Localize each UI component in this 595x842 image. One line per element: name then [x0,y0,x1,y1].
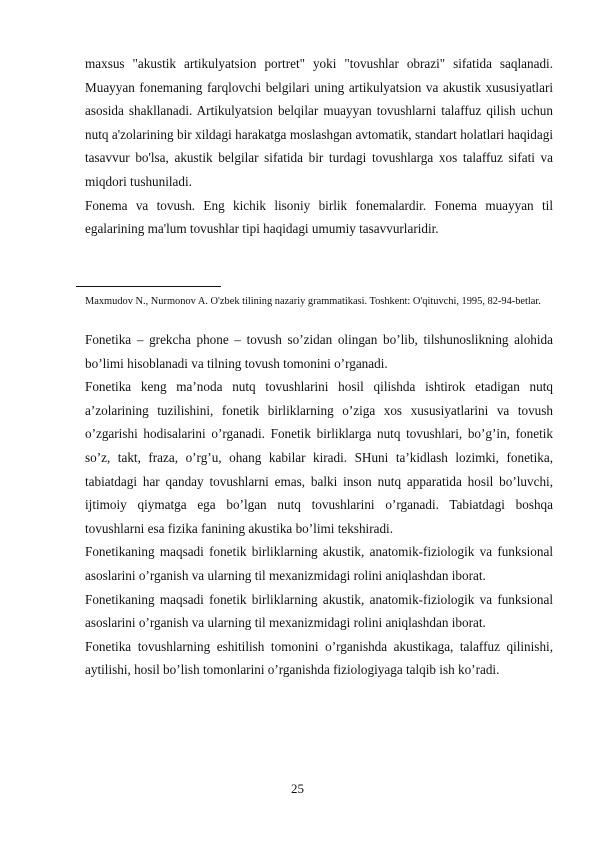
paragraph: Fonetikaning maqsadi fonetik birliklarning akustik, anatomik-fiziologik va funksional asoslarini o’rganish va ularning til mexanizmidagi rolini aniqlashdan iborat. [85,544,553,583]
paragraph: Fonetika tovushlarning eshitilish tomonini o’rganishda akustikaga, talaffuz qilinishi, aytilishi, hosil bo’lish tomonlarini o’rganishda fiziologiyaga talqib ish ko’radi. [85,638,553,678]
bottom-text-block [85,328,553,682]
paragraph: Fonetikaning maqsadi fonetik birliklarning akustik, anatomik-fiziologik va funksional asoslarini o’rganish va ularning til mexanizmidagi rolini aniqlashdan iborat. [85,591,553,631]
paragraph: Fonetika – grekcha phone – tovush so’zidan olingan bo’lib, tilshunoslikning alohida bo’limi hisoblanadi va tilning tovush tomonini o’rganadi. [85,332,553,371]
paragraph: Fonema va tovush. Eng kichik lisoniy birlik fonemalardir. Fonema muayyan til egalarining ma'lum tovushlar tipi haqidagi umumiy tasavvurlaridir. [85,197,553,237]
paragraph: Fonetika keng ma’noda nutq tovushlarini hosil qilishda ishtirok etadigan nutq a’zolarining tuzilishini, fonetik birliklarning o’ziga xos xususiyatlarini va tovush o’zgarishi hodisalarini o’rganadi. Fonetik birliklarga nutq tovushlari, bo’g’in, fonetik so’z, takt, fraza, o’rg’u, ohang kabilar kiradi. SHuni ta’kidlash lozimki, fonetika, tabiatdagi har qanday tovushlarni emas, balki inson nutq apparatida hosil bo’luvchi, ijtimoiy qiymatga ega bo’lgan nutq tovushlarini o’rganadi. Tabiatdagi boshqa tovushlarni esa fizika fanining akustika bo’limi tekshiradi. [85,379,553,536]
top-text-block [85,52,553,241]
footnote: Maxmudov N., Nurmonov A. O'zbek tilining nazariy grammatikasi. Toshkent: O'qituvchi, 1995, 82-94-betlar. [85,296,541,307]
paragraph: maxsus "akustik artikulyatsion portret" yoki "tovushlar obrazi" sifatida saqlanadi. Muayyan fonemaning farqlovchi belgilari uning artikulyatsion va akustik xususiyatlari asosida shakllanadi. Artikulyatsion belqilar muayyan tovushlarni talaffuz qilish uchun nutq a'zolarining bir xildagi harakatga moslashgan avtomatik, standart holatlari haqidagi tasavvur bo'lsa, akustik belgilar sifatida bir turdagi tovushlarga xos talaffuz sifati va miqdori tushuniladi. [85,56,553,189]
footnote-separator [76,286,221,287]
page-number: 25 [291,781,304,796]
